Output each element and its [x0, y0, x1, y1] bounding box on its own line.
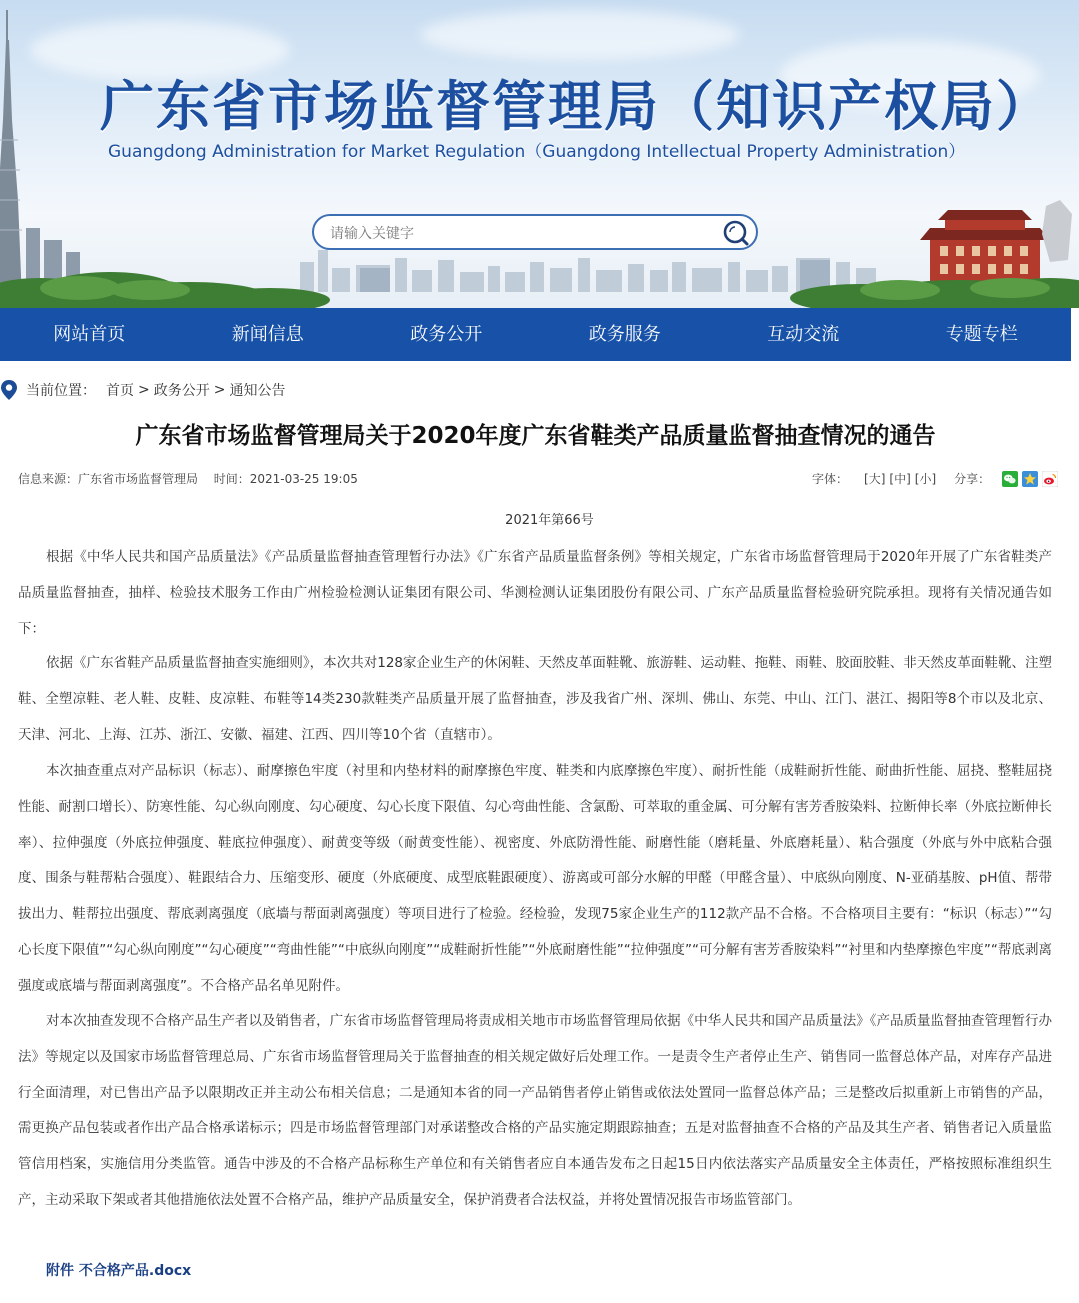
breadcrumb-home[interactable]: 首页: [106, 383, 134, 399]
time-label: 时间：: [213, 472, 250, 486]
attachment: [46, 1262, 191, 1280]
attachment-file-link[interactable]: 不合格产品.docx: [78, 1263, 192, 1279]
weibo-icon[interactable]: [1042, 471, 1058, 487]
source-label: 信息来源：: [18, 472, 79, 486]
article-tools: [812, 469, 1058, 489]
qzone-icon[interactable]: [1022, 471, 1038, 487]
article-paragraph: 对本次抽查发现不合格产品生产者以及销售者，广东省市场监督管理局将责成相关地市市场监督管理局依据《中华人民共和国产品质量法》《产品质量监督抽查管理暂行办法》等规定以及国家市场监督管理总局、广东省市场监督管理局关于监督抽查的相关规定做好后处理工作。一是责令生产者停止生产、销售同一监督总体产品，对库存产品进行全面清理，对已售出产品予以限期改正并主动公布相关信息；二是通知本省的同一产品销售者停止销售或依法处置同一监督总体产品；三是整改后拟重新上市销售的产品，需更换产品包装或者作出产品合格承诺标示；四是市场监督管理部门对承诺整改合格的产品实施定期跟踪抽查；五是对监督抽查不合格的产品及其生产者、销售者记入质量监管信用档案，实施信用分类监管。通告中涉及的不合格产品标称生产单位和有关销售者应自本通告发布之日起15日内依法落实产品质量安全主体责任，严格按照标准组织生产，主动采取下架或者其他措施依法处置不合格产品，维护产品质量安全，保护消费者合法权益，并将处置情况报告市场监管部门。: [18, 1013, 1052, 1208]
font-size-label: 字体：: [812, 472, 849, 486]
search-box: [312, 214, 758, 250]
breadcrumb-notices[interactable]: 通知公告: [229, 383, 286, 399]
wechat-icon[interactable]: [1002, 471, 1018, 487]
share-label: 分享：: [954, 472, 991, 486]
nav-item-news[interactable]: 新闻信息: [231, 324, 304, 345]
time-value: 2021-03-25 19:05: [249, 472, 358, 486]
nav-item-special-topics[interactable]: 专题专栏: [945, 324, 1018, 345]
nav-item-home[interactable]: 网站首页: [53, 324, 126, 345]
breadcrumb-separator: >: [138, 382, 150, 398]
search-icon[interactable]: [722, 219, 750, 247]
article-title: 广东省市场监督管理局关于2020年度广东省鞋类产品质量监督抽查情况的通告: [135, 423, 936, 449]
search-input[interactable]: [328, 221, 712, 247]
article-meta: [18, 470, 358, 488]
header-banner: [0, 0, 1079, 308]
main-nav: [0, 308, 1071, 361]
font-size-medium[interactable]: [中]: [889, 472, 911, 486]
breadcrumb-gov-info[interactable]: 政务公开: [153, 383, 210, 399]
breadcrumb: [0, 378, 285, 402]
nav-item-interaction[interactable]: 互动交流: [767, 324, 840, 345]
source-value: 广东省市场监督管理局: [78, 472, 199, 486]
attachment-label: 附件: [46, 1263, 74, 1279]
nav-item-gov-service[interactable]: 政务服务: [588, 324, 661, 345]
article-paragraph: 根据《中华人民共和国产品质量法》《产品质量监督抽查管理暂行办法》《广东省产品质量监督条例》等相关规定，广东省市场监督管理局于2020年开展了广东省鞋类产品质量监督抽查，抽样、检验技术服务工作由广州检验检测认证集团有限公司、华测检测认证集团股份有限公司、广东产品质量监督检验研究院承担。现将有关情况通告如下：: [18, 549, 1052, 637]
font-size-small[interactable]: [小]: [914, 472, 937, 486]
nav-item-gov-info[interactable]: 政务公开: [410, 324, 483, 345]
article-paragraph: 本次抽查重点对产品标识（标志）、耐摩擦色牢度（衬里和内垫材料的耐摩擦色牢度、鞋类和内底摩擦色牢度）、耐折性能（成鞋耐折性能、耐曲折性能、屈挠、整鞋屈挠性能、耐割口增长）、防寒性能、勾心纵向刚度、勾心硬度、勾心长度下限值、勾心弯曲性能、含氯酚、可萃取的重金属、可分解有害芳香胺染料、拉断伸长率（外底拉断伸长率）、拉伸强度（外底拉伸强度、鞋底拉伸强度）、耐黄变等级（耐黄变性能）、视密度、外底防滑性能、耐磨性能（磨耗量、外底磨耗量）、粘合强度（外底与外中底粘合强度、围条与鞋帮粘合强度）、鞋跟结合力、压缩变形、硬度（外底硬度、成型底鞋跟硬度）、游离或可部分水解的甲醛（甲醛含量）、中底纵向刚度、N-亚硝基胺、pH值、帮带拔出力、鞋帮拉出强度、帮底剥离强度（底墙与帮面剥离强度）等项目进行了检验。经检验，发现75家企业生产的112款产品不合格。不合格项目主要有：“标识（标志）”“勾心长度下限值”“勾心纵向刚度”“勾心硬度”“弯曲性能”“中底纵向刚度”“成鞋耐折性能”“外底耐磨性能”“拉伸强度”“可分解有害芳香胺染料”“衬里和内垫摩擦色牢度”“帮底剥离强度或底墙与帮面剥离强度”。不合格产品名单见附件。: [18, 763, 1052, 994]
site-subtitle: Guangdong Administration for Market Regulation（Guangdong Intellectual Property Administration）: [108, 142, 966, 162]
article-paragraph: 依据《广东省鞋产品质量监督抽查实施细则》，本次共对128家企业生产的休闲鞋、天然皮革面鞋靴、旅游鞋、运动鞋、拖鞋、雨鞋、胶面胶鞋、非天然皮革面鞋靴、注塑鞋、全塑凉鞋、老人鞋、皮鞋、皮凉鞋、布鞋等14类230款鞋类产品质量开展了监督抽查，涉及我省广州、深圳、佛山、东莞、中山、江门、湛江、揭阳等8个市以及北京、天津、河北、上海、江苏、浙江、安徽、福建、江西、四川等10个省（直辖市）。: [18, 655, 1052, 743]
document-number: 2021年第66号: [505, 513, 594, 528]
breadcrumb-separator: >: [213, 382, 226, 398]
site-title: 广东省市场监督管理局（知识产权局）: [100, 75, 1052, 138]
location-pin-icon: [0, 379, 18, 401]
breadcrumb-label: 当前位置：: [26, 383, 96, 399]
font-size-large[interactable]: [大]: [864, 472, 886, 486]
